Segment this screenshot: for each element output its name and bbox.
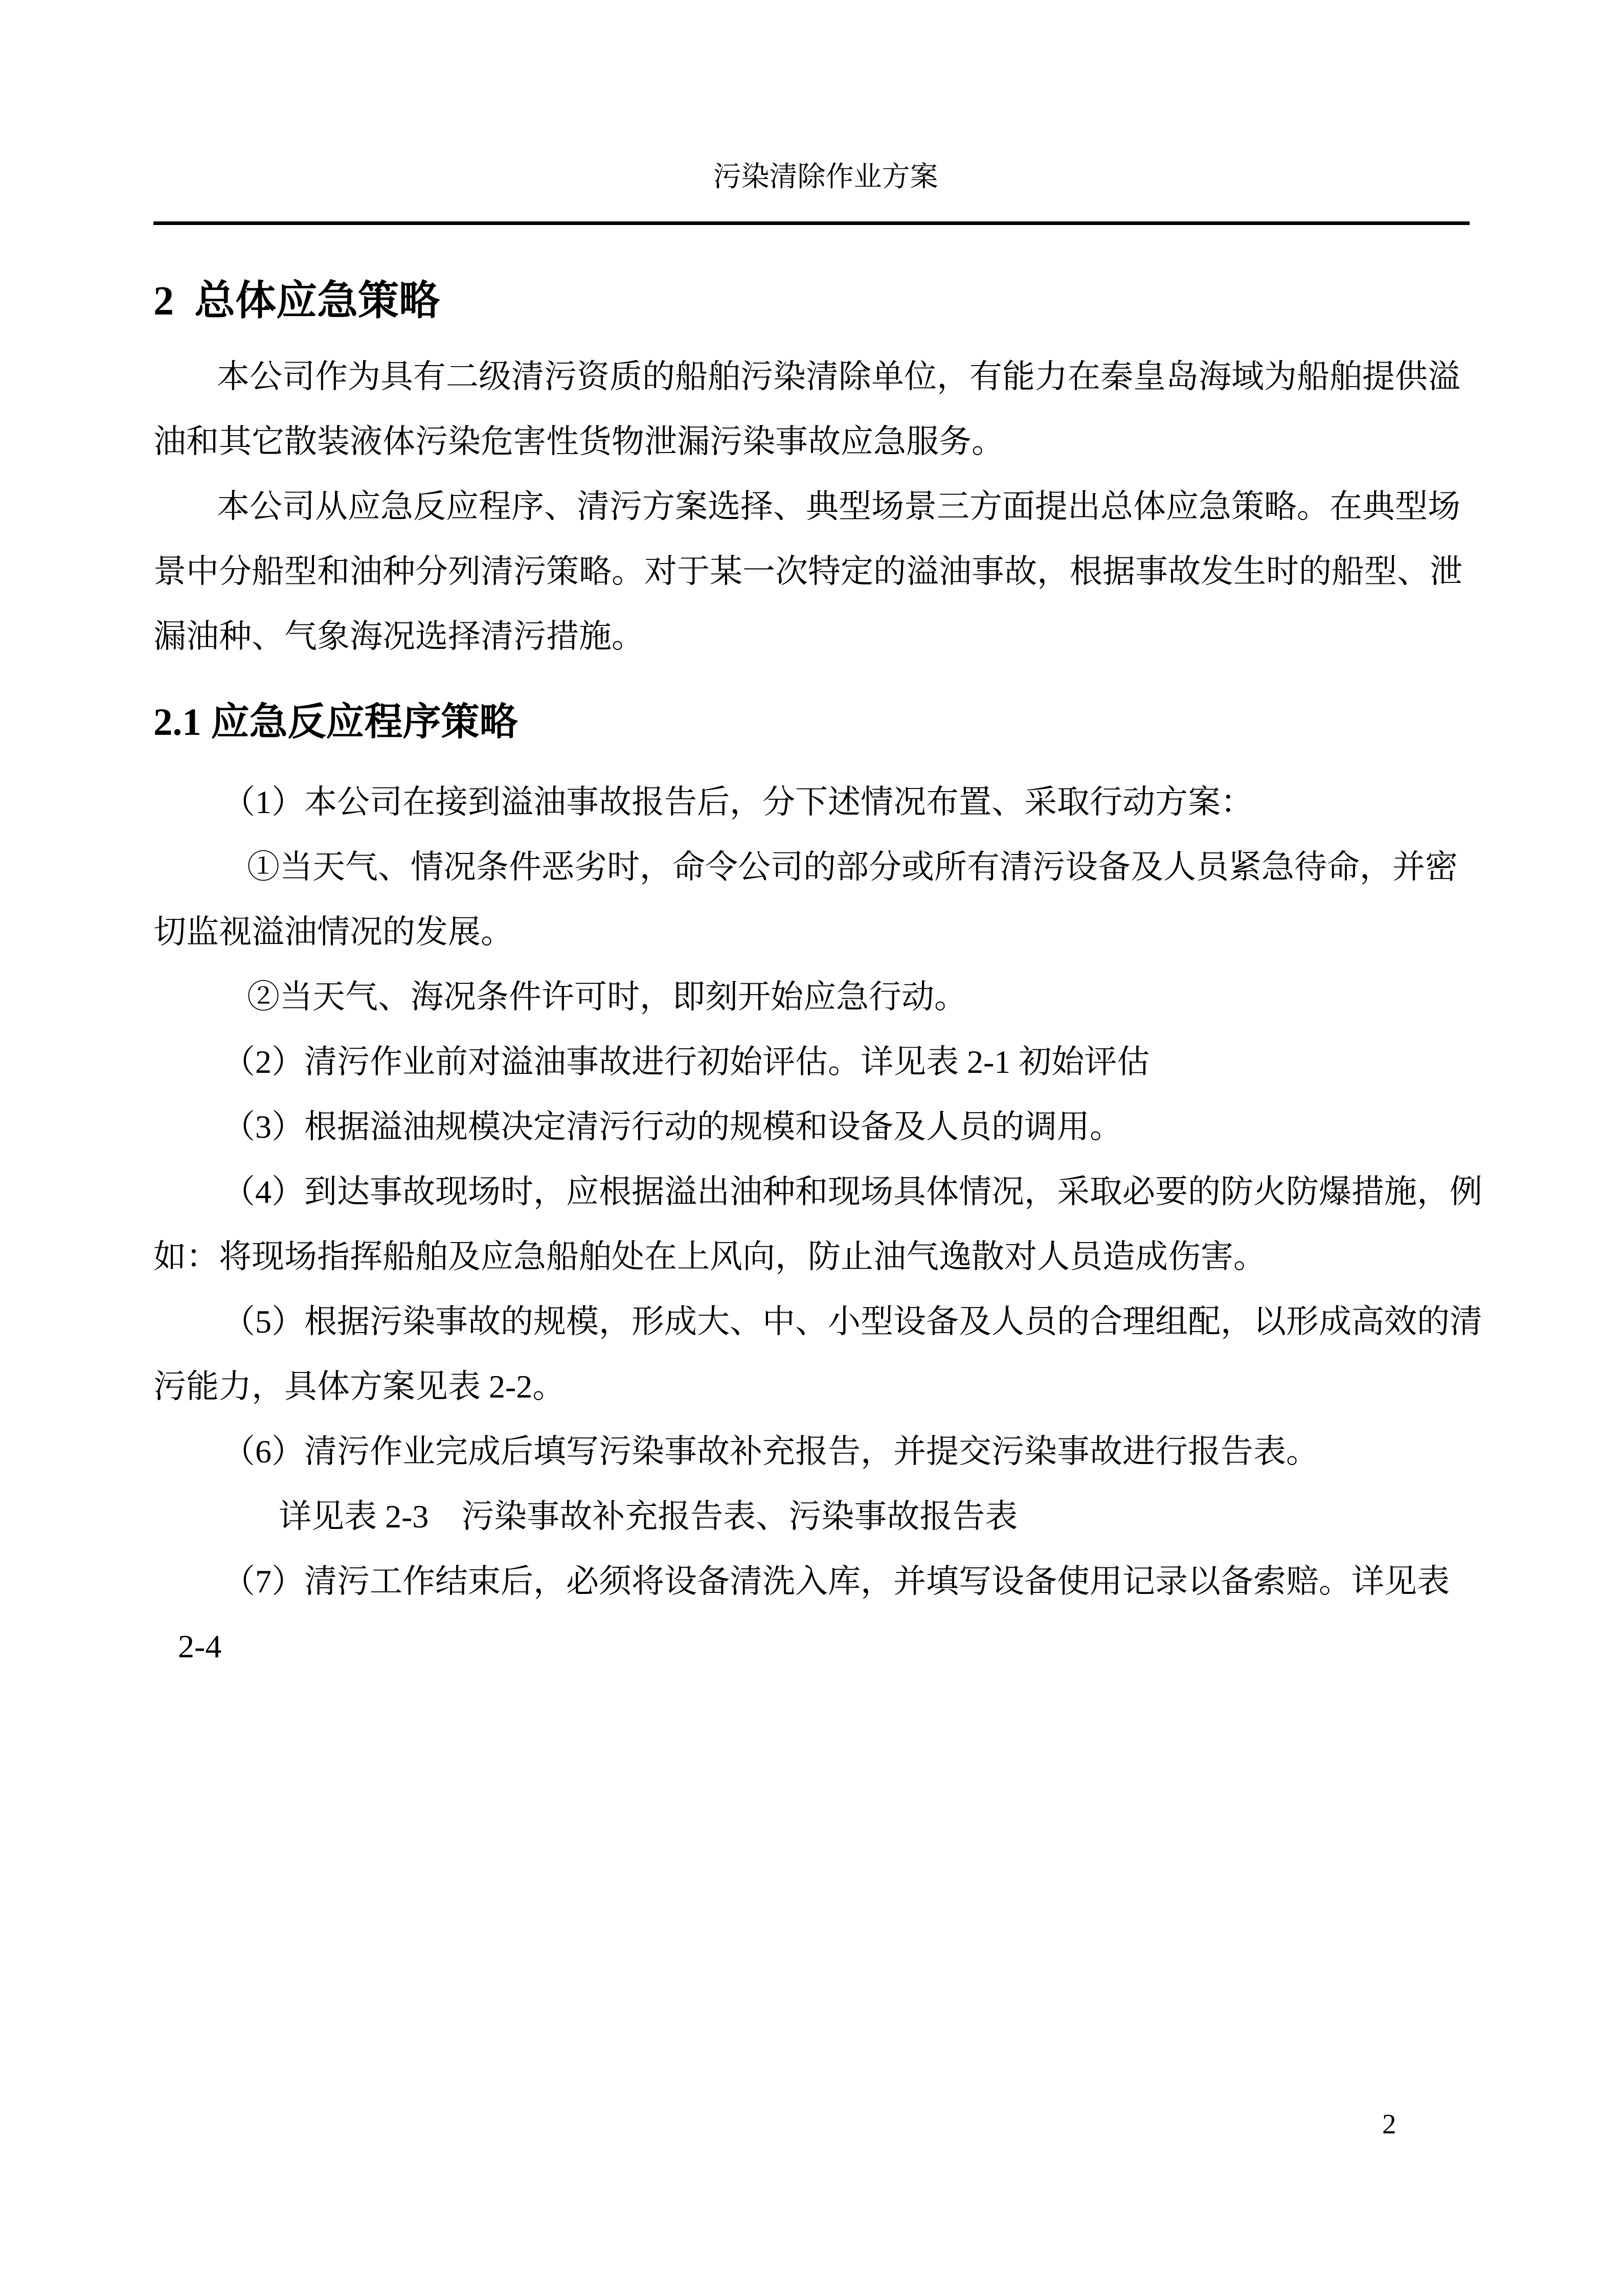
- text-line: 切监视溢油情况的发展。: [153, 914, 513, 950]
- text-line: （1）本公司在接到溢油事故报告后，分下述情况布置、采取行动方案：: [222, 784, 1253, 820]
- page-header: [153, 0, 1470, 225]
- text-line: （7）清污工作结束后，必须将设备清洗入库，并填写设备使用记录以备索赔。详见表: [222, 1563, 1450, 1600]
- text-line: 油和其它散装液体污染危害性货物泄漏污染事故应急服务。: [153, 423, 1004, 460]
- page-number: 2: [1382, 2108, 1396, 2140]
- text-line: 本公司从应急反应程序、清污方案选择、典型场景三方面提出总体应急策略。在典型场: [217, 488, 1460, 525]
- text-line: ①当天气、情况条件恶劣时，命令公司的部分或所有清污设备及人员紧急待命，并密: [247, 849, 1458, 885]
- text-line: 如：将现场指挥船舶及应急船舶处在上风向，防止油气逸散对人员造成伤害。: [153, 1239, 1266, 1275]
- text-line: 景中分船型和油种分列清污策略。对于某一次特定的溢油事故，根据事故发生时的船型、泄: [153, 553, 1462, 590]
- subsection-heading: 2.1 应急反应程序策略: [153, 701, 518, 744]
- text-line: 详见表 2-3 污染事故补充报告表、污染事故报告表: [279, 1498, 1018, 1535]
- section-heading: 2 总体应急策略: [153, 279, 440, 324]
- text-line: 漏油种、气象海况选择清污措施。: [153, 618, 644, 655]
- text-line: （6）清污作业完成后填写污染事故补充报告，并提交污染事故进行报告表。: [222, 1433, 1319, 1470]
- text-line: （4）到达事故现场时，应根据溢出油种和现场具体情况，采取必要的防火防爆措施，例: [222, 1174, 1482, 1210]
- text-line: 2-4: [178, 1628, 222, 1664]
- text-line: （3）根据溢油规模决定清污行动的规模和设备及人员的调用。: [222, 1109, 1122, 1145]
- text-line: （2）清污作业前对溢油事故进行初始评估。详见表 2-1 初始评估: [222, 1044, 1150, 1080]
- procedure-list: [153, 770, 1482, 1679]
- page-header-title: 污染清除作业方案: [713, 161, 938, 192]
- text-line: ②当天气、海况条件许可时，即刻开始应急行动。: [247, 979, 967, 1015]
- text-line: 本公司作为具有二级清污资质的船舶污染清除单位，有能力在秦皇岛海域为船舶提供溢: [217, 358, 1460, 395]
- text-line: 污能力，具体方案见表 2-2。: [153, 1368, 566, 1405]
- intro-paragraphs: [153, 344, 1470, 669]
- text-line: （5）根据污染事故的规模，形成大、中、小型设备及人员的合理组配，以形成高效的清: [222, 1303, 1482, 1340]
